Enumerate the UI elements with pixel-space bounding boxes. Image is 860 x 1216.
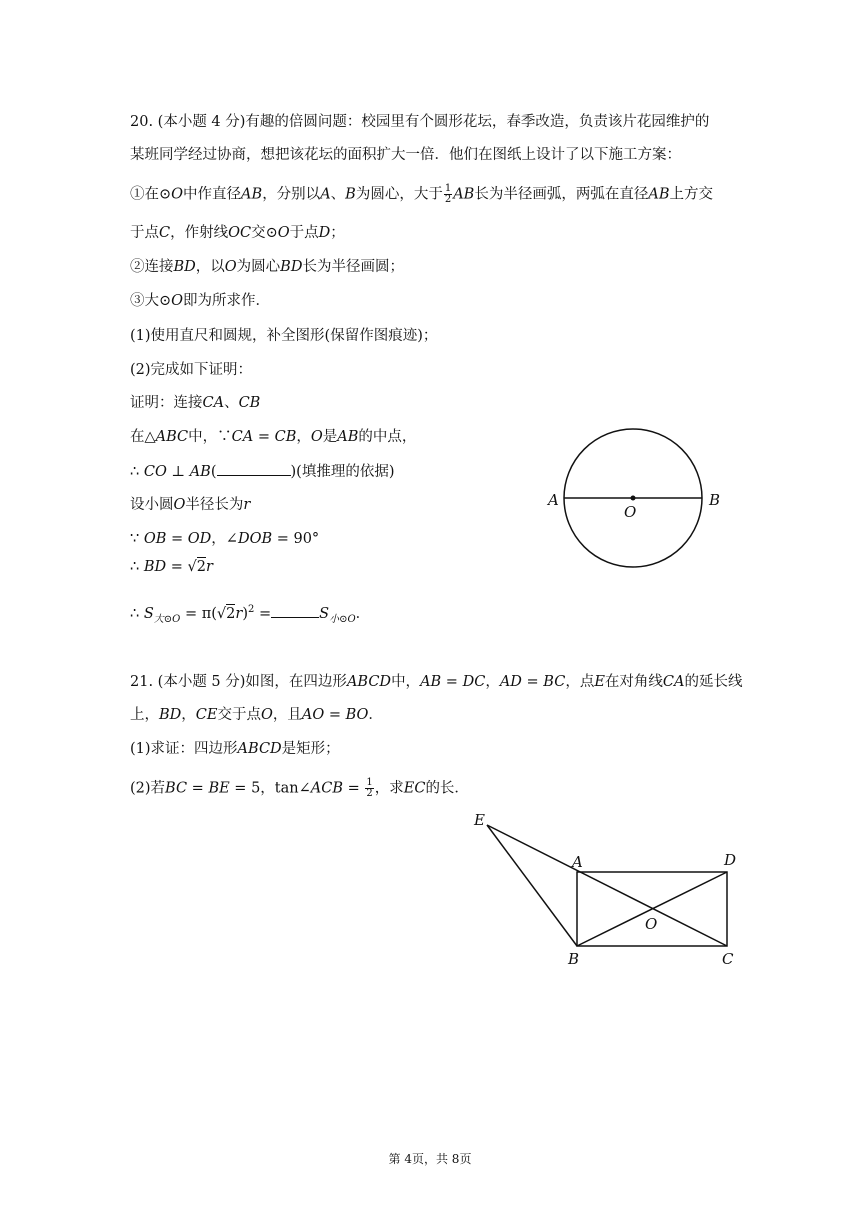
- circle-figure: [540, 420, 740, 580]
- label-b: B: [568, 950, 580, 968]
- q20-line-1: 20. (本小题 4 分)有趣的倍圆问题：校园里有个圆形花坛，春季改造，负责该片花园维护的: [130, 114, 710, 130]
- answer-blank-2[interactable]: [271, 603, 319, 618]
- q20-part-2: (2)完成如下证明：: [130, 362, 253, 378]
- q20-step-1: ①在⊙O中作直径AB，分别以A、B为圆心，大于 $\frac{1}{2}$ AB长为半径画弧，两弧在直径AB上方交: [130, 183, 713, 205]
- q21-part-1: (1)求证：四边形ABCD是矩形；: [130, 741, 340, 757]
- label-a: A: [572, 853, 583, 871]
- q20-line-2: 某班同学经过协商，想把该花坛的面积扩大一倍．他们在图纸上设计了以下施工方案：: [130, 147, 681, 163]
- q20-proof-1: 证明：连接CA、CB: [130, 395, 261, 411]
- fraction-half: $\frac{1}{2}$: [444, 183, 452, 205]
- q20-step-1-cont: 于点C，作射线OC交⊙O于点D；: [130, 225, 345, 241]
- label-c: C: [722, 950, 734, 968]
- center-point: [631, 496, 636, 501]
- q20-step-3: ③大⊙O即为所求作．: [130, 293, 271, 309]
- q20-proof-7: ∴ $S_{大⊙O} = \pi(√2r)^2 = S_{小⊙O}$．: [130, 604, 371, 625]
- q21-line-1: 21. (本小题 5 分)如图，在四边形ABCD中，AB = DC，AD = BC，点E在对角线CA的延长线: [130, 674, 743, 690]
- label-b: B: [709, 491, 721, 509]
- q20-proof-4: 设小圆O半径长为r: [130, 497, 251, 513]
- label-a: A: [548, 491, 559, 509]
- label-e: E: [474, 811, 485, 829]
- label-d: D: [724, 851, 737, 869]
- q20-part-1: (1)使用直尺和圆规，补全图形(保留作图痕迹)；: [130, 328, 438, 344]
- fraction-half-2: $\frac{1}{2}$: [366, 777, 373, 799]
- q20-proof-3: ∴ CO ⊥ AB( )(填推理的依据): [130, 461, 394, 482]
- label-o: O: [624, 503, 637, 521]
- q20-proof-6: ∴ BD = √2r: [130, 559, 213, 575]
- q21-line-2: 上，BD，CE交于点O，且AO = BO．: [130, 707, 383, 723]
- q21-part-2: (2)若BC = BE = 5，tan∠ACB = $\frac{1}{2}$ ，求EC的长．: [130, 777, 469, 799]
- q20-proof-5: ∵ OB = OD，∠DOB = 90°: [130, 531, 320, 547]
- segment-be: [487, 825, 577, 946]
- answer-blank-1[interactable]: [217, 461, 291, 476]
- page-footer: 第 4页，共 8页: [388, 1152, 472, 1166]
- label-o: O: [645, 915, 658, 933]
- q20-step-2: ②连接BD，以O为圆心BD长为半径画圆；: [130, 259, 404, 275]
- q20-proof-2: 在△ABC中，∵CA = CB，O是AB的中点，: [130, 429, 417, 445]
- diagonal-ec: [487, 825, 727, 946]
- rectangle-figure: [470, 805, 750, 975]
